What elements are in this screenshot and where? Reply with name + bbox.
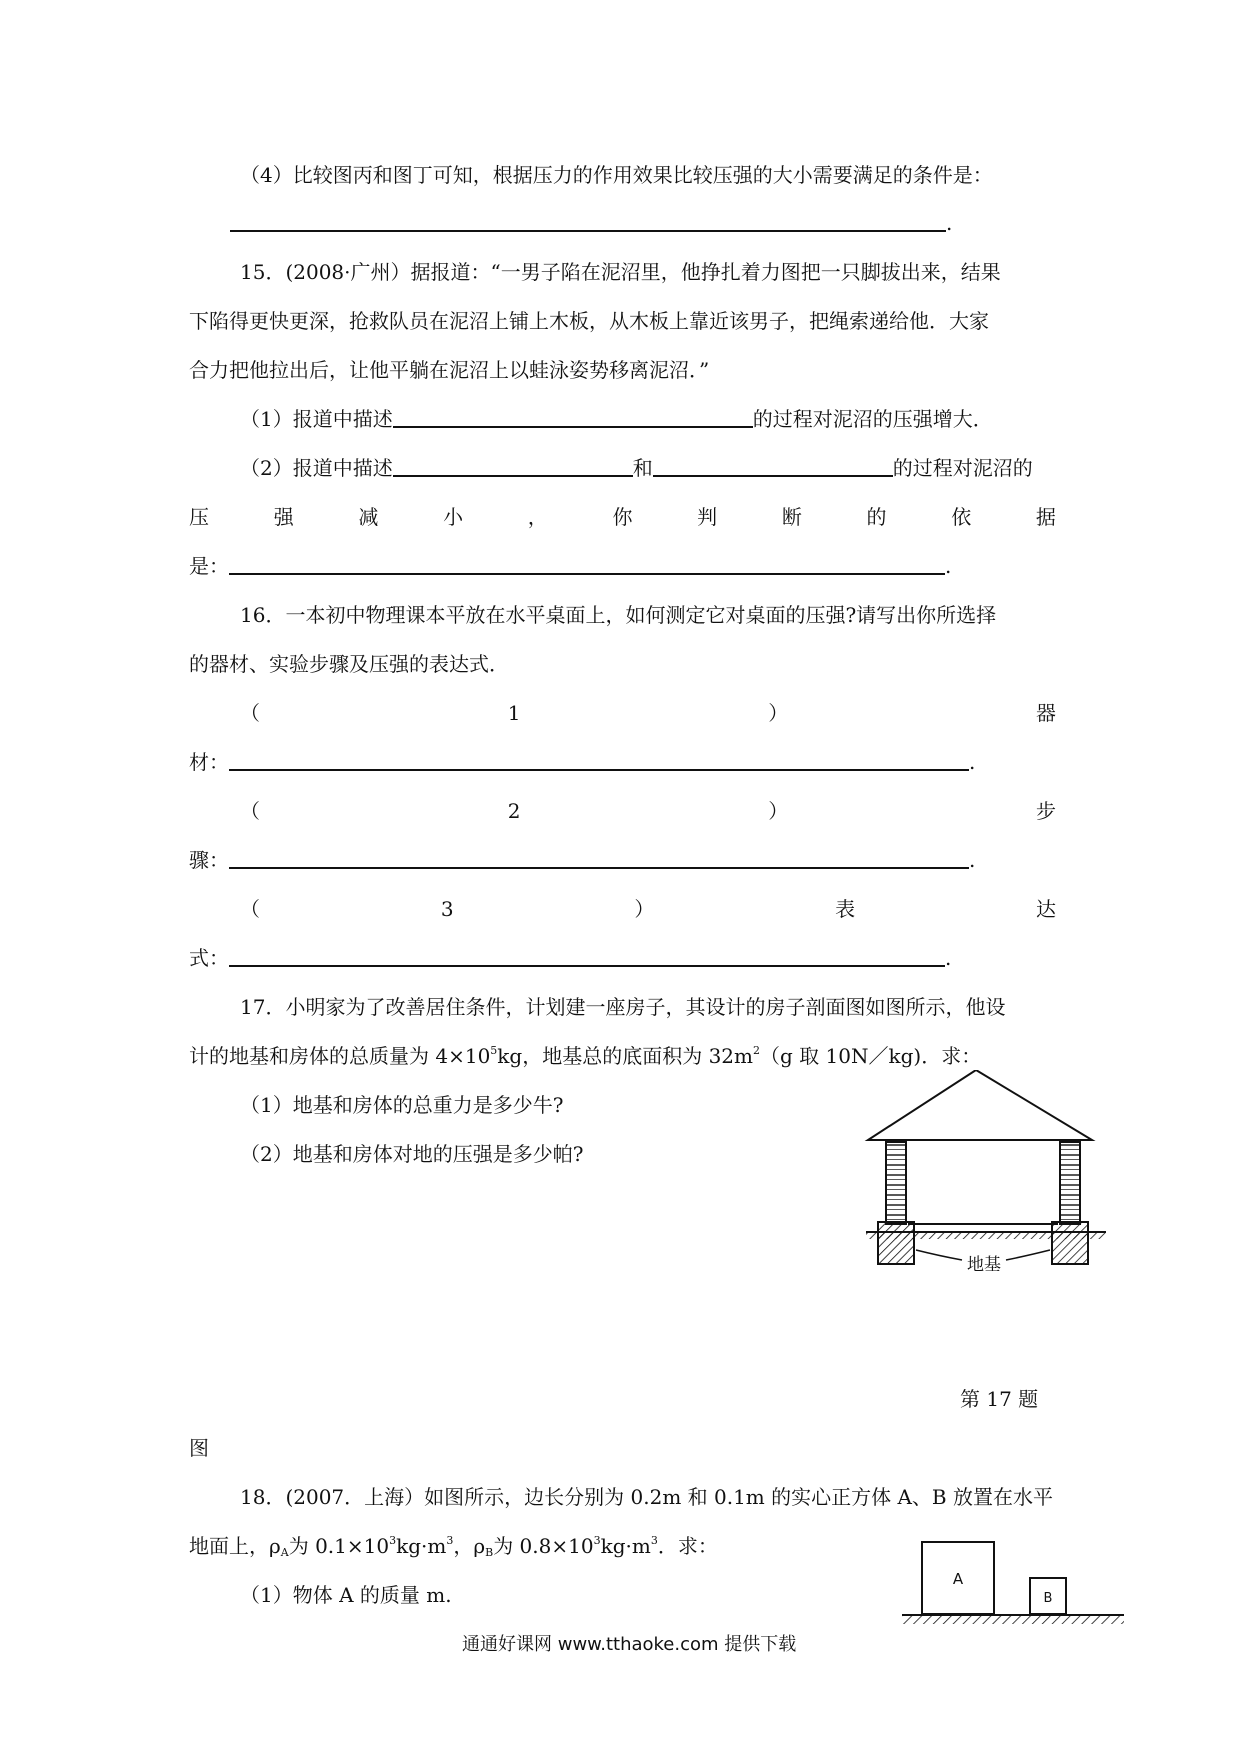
- q15-line3: 合力把他拉出后，让他平躺在泥沼上以蛙泳姿势移离泥沼．”: [189, 358, 710, 382]
- house-cross-section-figure: [860, 1070, 1120, 1280]
- q15-line1: 15．(2008·广州）据报道：“一男子陷在泥沼里，他挣扎着力图把一只脚拔出来，结果: [240, 260, 1001, 284]
- answer-blank[interactable]: [229, 551, 945, 575]
- q18-line1: 18．(2007．上海）如图所示，边长分别为 0.2m 和 0.1m 的实心正方体 A、B 放置在水平: [240, 1485, 1053, 1509]
- q15-item2: （2）报道中描述 和 的过程对泥沼的: [240, 453, 1033, 483]
- q17-caption-2: 图: [189, 1436, 209, 1460]
- q17-item2: （2）地基和房体对地的压强是多少帕?: [240, 1142, 584, 1166]
- ground: [902, 1615, 1124, 1624]
- block-a-label: A: [952, 1570, 964, 1588]
- answer-blank[interactable]: [393, 453, 633, 477]
- q18-line2: 地面上，$\rho_A$为 $0.1\times 10^3kg\cdot m^3$，$\rho_B$为 $0.8\times 10^3kg\cdot m^3$．求：: [189, 1534, 718, 1559]
- answer-blank[interactable]: [230, 208, 946, 232]
- blocks-figure: [892, 1536, 1132, 1640]
- q16-line1: 16．一本初中物理课本平放在水平桌面上，如何测定它对桌面的压强?请写出你所选择: [240, 603, 997, 627]
- q16-part2-label: （ 2 ） 步: [240, 799, 1056, 823]
- block-a: [922, 1542, 994, 1614]
- q17-line1: 17．小明家为了改善居住条件，计划建一座房子，其设计的房子剖面图如图所示，他设: [240, 995, 1006, 1019]
- block-b: [1030, 1578, 1066, 1614]
- roof: [868, 1070, 1092, 1140]
- leader-line-left: [916, 1250, 962, 1260]
- answer-blank[interactable]: [229, 943, 945, 967]
- q14-answer-line: .: [230, 208, 952, 238]
- leader-line-right: [1006, 1250, 1050, 1260]
- right-foundation: [1052, 1222, 1088, 1264]
- q15-line2: 下陷得更快更深，抢救队员在泥沼上铺上木板，从木板上靠近该男子，把绳索递给他．大家: [189, 309, 989, 333]
- foundation-label: 地基: [967, 1255, 1001, 1275]
- page-footer: 通通好课网 www.tthaoke.com 提供下载: [462, 1634, 797, 1655]
- q15-item2-line3: 是： .: [189, 551, 951, 581]
- q16-part1-answer: 材： .: [189, 747, 975, 777]
- q16-part1-label: （ 1 ） 器: [240, 701, 1056, 725]
- left-foundation: [878, 1222, 914, 1264]
- right-wall: [1060, 1142, 1080, 1224]
- q17-item1: （1）地基和房体的总重力是多少牛?: [240, 1093, 564, 1117]
- q14-item4: （4）比较图丙和图丁可知，根据压力的作用效果比较压强的大小需要满足的条件是：: [240, 163, 993, 187]
- answer-blank[interactable]: [229, 845, 969, 869]
- q15-item1: （1）报道中描述 的过程对泥沼的压强增大．: [240, 404, 993, 434]
- answer-blank[interactable]: [393, 404, 753, 428]
- answer-blank[interactable]: [653, 453, 893, 477]
- q17-line2: 计的地基和房体的总质量为 $4\times 10^5kg$，地基总的底面积为 $32m^2(g$ 取 10N／kg)．求：: [189, 1044, 982, 1068]
- answer-blank[interactable]: [229, 747, 969, 771]
- block-b-label: B: [1043, 1591, 1053, 1606]
- q15-item2-line2: 压 强 减 小 ， 你 判 断 的 依 据: [189, 505, 1056, 529]
- q16-part3-label: （ 3 ） 表 达: [240, 897, 1056, 921]
- q16-part2-answer: 骤： .: [189, 845, 975, 875]
- q17-caption-1: 第 17 题: [960, 1387, 1039, 1411]
- q18-item1: （1）物体 A 的质量 m.: [240, 1583, 452, 1607]
- left-wall: [886, 1142, 906, 1224]
- q16-line2: 的器材、实验步骤及压强的表达式．: [189, 652, 509, 676]
- q16-part3-answer: 式： .: [189, 943, 951, 973]
